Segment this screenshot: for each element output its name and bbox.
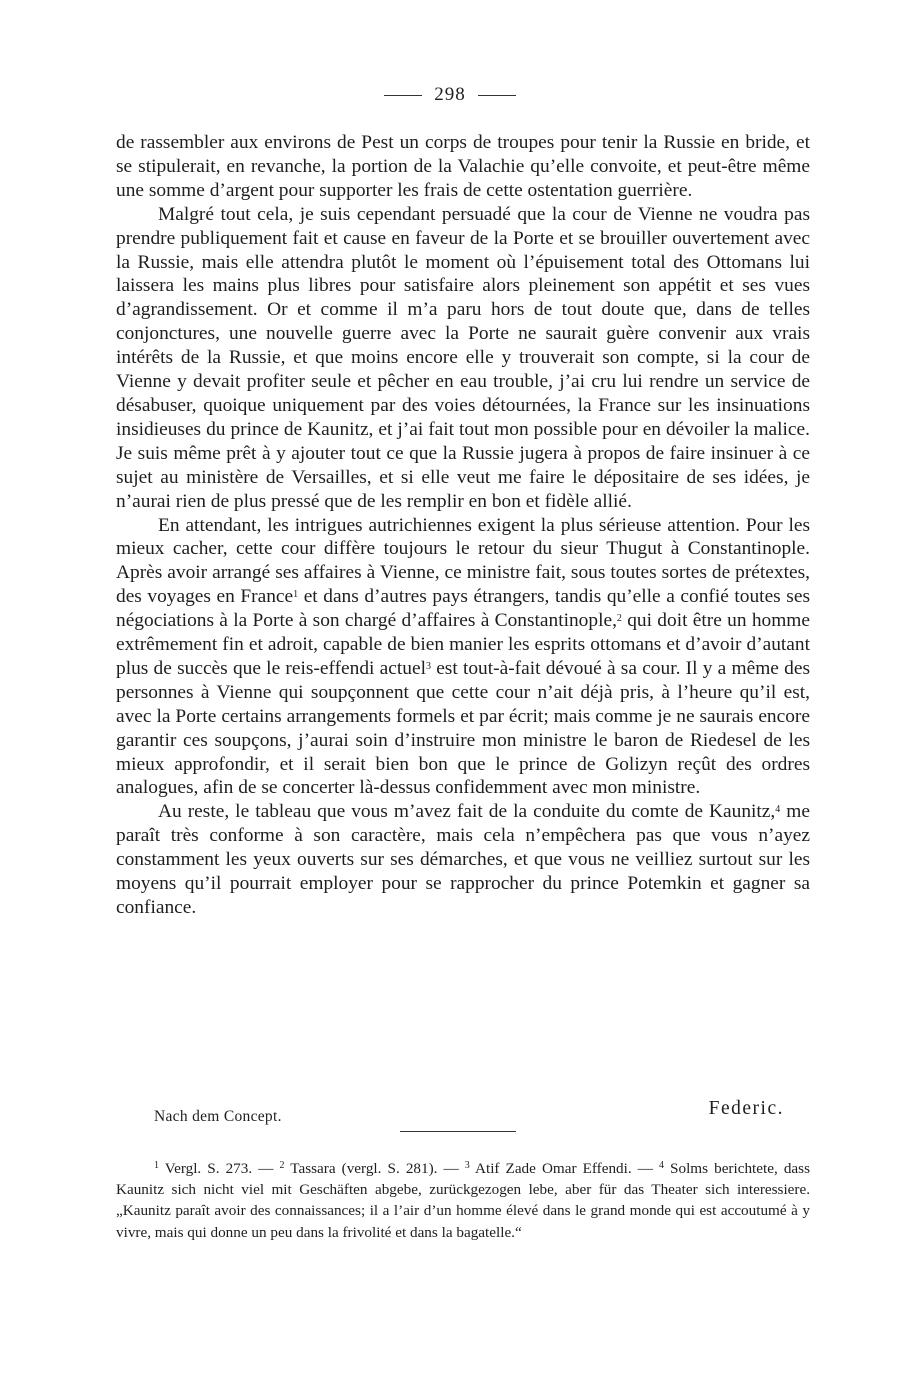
footnote-text	[116, 1158, 810, 1243]
signature: Federic.	[708, 1098, 784, 1119]
footnote-marker-3: 3	[464, 1160, 470, 1171]
paragraph-3-part-c: qui doit être un homme extrêmement fin et adroit, capable de bien manier les esprits ottomans et d’avoir d’autant plus de succès que le reis-effendi actuel	[116, 610, 810, 679]
paragraph-3-part-a: En attendant, les intrigues autrichiennes exigent la plus sérieuse attention. Pour les mieux cacher, cette cour diffère toujours le retour du sieur Thugut à Constantinople. Après avoir arrangé ses affaires à Vienne, ce ministre fait, sous toutes sortes de prétextes, des voyages en France	[116, 514, 810, 608]
footnote-divider	[400, 1131, 516, 1132]
footnotes	[116, 1158, 810, 1243]
footnote-4-text: Solms berichtete, dass Kaunitz sich nicht viel mit Geschäften abgebe, zurückgezogen lebe, aber für das Theater sich interessiere. „Kaunitz paraît avoir des connaissances; il a l’air d’un homme élevé dans le grand monde qui est accoutumé à y vivre, mais qui donne un peu dans la frivolité et dans la bagatelle.“	[116, 1160, 810, 1241]
closing-line	[116, 1098, 810, 1128]
footnote-3-text: Atif Zade Omar Effendi. —	[469, 1160, 659, 1177]
paragraph-2: Malgré tout cela, je suis cependant persuadé que la cour de Vienne ne voudra pas prendre publiquement fait et cause en faveur de la Porte et se brouiller ouvertement avec la Russie, mais elle attendra plutôt le moment où l’épuisement total des Ottomans lui laissera les mains plus libres pour satisfaire alors pleinement son appétit et ses vues d’agrandissement. Or et comme il m’a paru hors de tout doute que, dans de telles conjonctures, une nouvelle guerre avec la Porte ne saurait guère convenir aux vrais intérêts de la Russie, et que moins encore elle y trouverait son compte, si la cour de Vienne y devait profiter seule et pêcher en eau trouble, j’ai cru lui rendre un service de désabuser, quoique uniquement par des voies détournées, la France sur les insinuations insidieuses du prince de Kaunitz, et j’ai fait tout mon possible pour en dévoiler la malice. Je suis même prêt à y ajouter tout ce que la Russie jugera à propos de faire insinuer à ce sujet au ministère de Versailles, et si elle veut me faire le dépositaire de ses idées, je n’aurai rien de plus pressé que de les remplir en bon et fidèle allié.	[116, 203, 810, 512]
page-number: 298	[434, 84, 466, 105]
footnote-ref-2[interactable]: 2	[616, 613, 622, 625]
footnote-2-text: Tassara (vergl. S. 281). —	[284, 1160, 465, 1177]
header-dash-right	[478, 95, 516, 96]
paragraph-3-part-d: est tout-à-fait dévoué à sa cour. Il y a même des personnes à Vienne qui soupçonnent que cette cour n’ait déjà pris, à l’heure qu’il est, avec la Porte certains arrangements formels et par écrit; mais comme je ne saurais encore garantir ces soupçons, j’aurai soin d’instruire mon ministre le baron de Riedesel de les mieux approfondir, et il serait bien bon que le prince de Golizyn reçût des ordres analogues, afin de se concerter là-dessus confidemment avec mon ministre.	[116, 657, 810, 799]
paragraph-4-part-b: me paraît très conforme à son caractère, mais cela n’empêchera pas que vous n’ayez constamment les yeux ouverts sur ses démarches, et que vous ne veilliez surtout sur les moyens qu’il pourrait employer pour se rapprocher du prince Potemkin et gagner sa confiance.	[116, 801, 810, 918]
paragraph-4-part-a: Au reste, le tableau que vous m’avez fait de la conduite du comte de Kaunitz,	[158, 801, 776, 823]
source-note: Nach dem Concept.	[154, 1108, 282, 1125]
paragraph-3-part-b: et dans d’autres pays étrangers, tandis qu’elle a confié toutes ses négociations à la Porte à son chargé d’affaires à Constantinople,	[116, 586, 810, 632]
footnote-marker-1: 1	[154, 1160, 159, 1171]
footnote-ref-3[interactable]: 3	[425, 660, 431, 672]
footnote-ref-4[interactable]: 4	[775, 804, 781, 816]
paragraph-3	[116, 514, 810, 801]
paragraph-4	[116, 800, 810, 920]
footnote-1-text: Vergl. S. 273. —	[159, 1160, 280, 1177]
header-dash-left	[384, 95, 422, 96]
letter-body	[116, 131, 810, 920]
paragraph-1: de rassembler aux environs de Pest un corps de troupes pour tenir la Russie en bride, et se stipulerait, en revanche, la portion de la Valachie qu’elle convoite, et peut-être même une somme d’argent pour supporter les frais de cette ostentation guerrière.	[116, 132, 810, 201]
footnote-marker-4: 4	[658, 1160, 664, 1171]
footnote-marker-2: 2	[279, 1160, 285, 1171]
footnote-ref-1[interactable]: 1	[293, 589, 299, 601]
page-header	[0, 84, 900, 106]
